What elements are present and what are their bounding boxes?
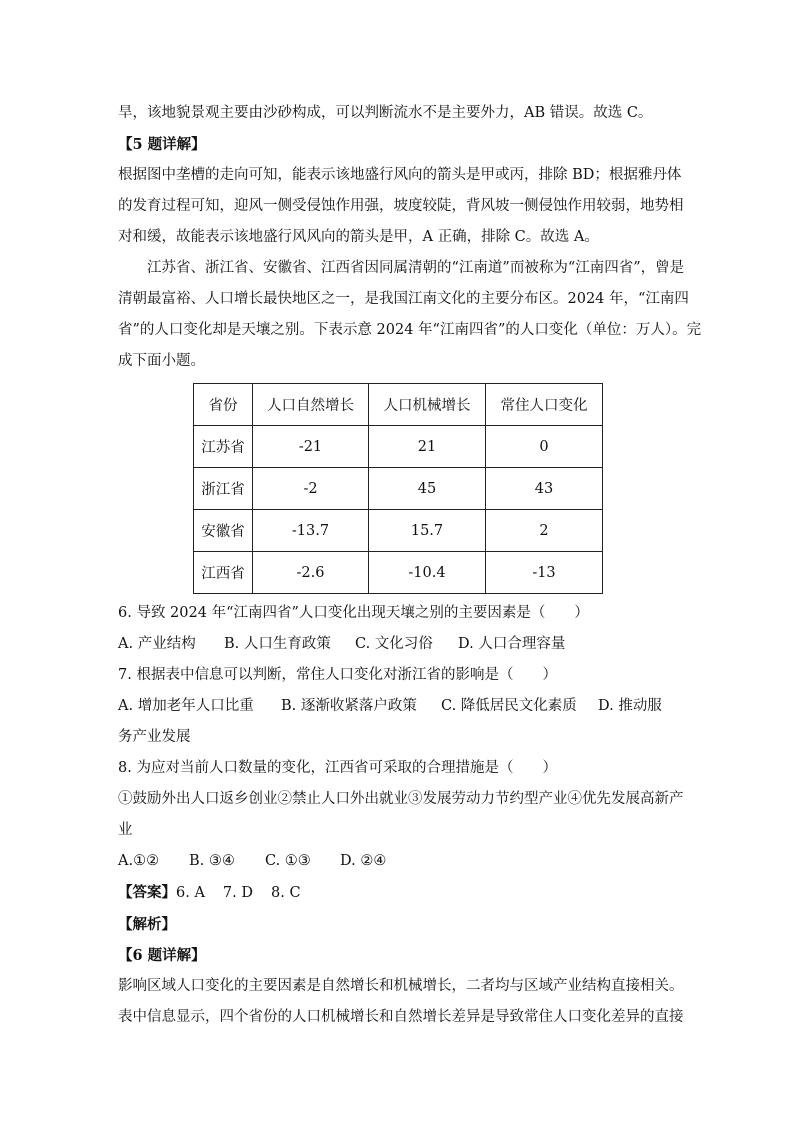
table-cell: 21 (369, 426, 486, 468)
table-header-cell: 人口自然增长 (253, 384, 369, 426)
section-heading: 【6 题详解】 (118, 947, 206, 964)
table-row (194, 552, 603, 594)
table-row (194, 510, 603, 552)
question-8-statements: ①鼓励外出人口返乡创业②禁止人口外出就业③发展劳动力节约型产业④优先发展高新产 (118, 791, 684, 807)
question-7-stem: 7. 根据表中信息可以判断，常住人口变化对浙江省的影响是（ ） (118, 667, 557, 683)
intro-line: 江苏省、浙江省、安徽省、江西省因同属清朝的“江南道”而被称为“江南四省”，曾是 (147, 260, 685, 276)
table-header-cell: 人口机械增长 (369, 384, 486, 426)
answer-item: 7. D (222, 885, 253, 901)
text-line: 对和缓，故能表示该地盛行风风向的箭头是甲，A 正确，排除 C。故选 A。 (118, 229, 599, 245)
answer-item: 8. C (271, 885, 301, 901)
intro-line: 成下面小题。 (118, 353, 205, 369)
table-cell: -2.6 (253, 552, 369, 594)
answer-line (118, 877, 678, 909)
table-row (194, 468, 603, 510)
question-6-stem: 6. 导致 2024 年“江南四省”人口变化出现天壤之别的主要因素是（ ） (118, 605, 589, 621)
table-cell: -10.4 (369, 552, 486, 594)
text-line: 表中信息显示，四个省份的人口机械增长和自然增长差异是导致常住人口变化差异的直接 (118, 1009, 684, 1025)
option-d: D. ②④ (340, 853, 387, 869)
option-c: C. ①③ (265, 853, 311, 869)
intro-line: 清朝最富裕、人口增长最快地区之一，是我国江南文化的主要分布区。2024 年，“江南四 (118, 291, 689, 307)
analysis-heading: 【解析】 (118, 916, 176, 933)
table-cell: 江西省 (194, 552, 253, 594)
section-heading: 【5 题详解】 (118, 136, 206, 153)
option-c: C. 文化习俗 (355, 636, 433, 652)
option-b: B. 人口生育政策 (224, 636, 331, 652)
answer-label: 【答案】 (118, 884, 176, 901)
option-a: A.①② (118, 853, 160, 869)
question-6-options (118, 629, 678, 660)
table-cell: 浙江省 (194, 468, 253, 510)
question-8-stem: 8. 为应对当前人口数量的变化，江西省可采取的合理措施是（ ） (118, 760, 557, 776)
table-header-cell: 常住人口变化 (486, 384, 603, 426)
table-header-row (194, 384, 603, 426)
table-cell: -2 (253, 468, 369, 510)
option-d: D. 推动服 (598, 698, 662, 714)
question-7-options (118, 691, 678, 722)
table-header-cell: 省份 (194, 384, 253, 426)
option-b: B. ③④ (189, 853, 235, 869)
answer-item: 6. A (176, 885, 205, 901)
option-a: A. 产业结构 (118, 636, 196, 652)
text-line: 根据图中垄槽的走向可知，能表示该地盛行风向的箭头是甲或丙，排除 BD；根据雅丹体 (118, 167, 682, 183)
option-d-continuation: 务产业发展 (118, 729, 191, 745)
intro-line: 省”的人口变化却是天壤之别。下表示意 2024 年“江南四省”的人口变化（单位：万人）。完 (118, 322, 702, 338)
text-line: 的发育过程可知，迎风一侧受侵蚀作用强，坡度较陡，背风坡一侧侵蚀作用较弱，地势相 (118, 198, 684, 214)
table-cell: 0 (486, 426, 603, 468)
table-cell: 安徽省 (194, 510, 253, 552)
option-d: D. 人口合理容量 (458, 636, 566, 652)
table-cell: -13 (486, 552, 603, 594)
option-a: A. 增加老年人口比重 (118, 698, 254, 714)
table-cell: 江苏省 (194, 426, 253, 468)
table-cell: 2 (486, 510, 603, 552)
option-c: C. 降低居民文化素质 (441, 698, 577, 714)
table-row (194, 426, 603, 468)
table-cell: -21 (253, 426, 369, 468)
text-line: 影响区域人口变化的主要因素是自然增长和机械增长，二者均与区域产业结构直接相关。 (118, 978, 684, 994)
table-cell: 15.7 (369, 510, 486, 552)
question-8-options (118, 846, 678, 877)
text-line: 旱，该地貌景观主要由沙砂构成，可以判断流水不是主要外力，AB 错误。故选 C。 (118, 105, 653, 121)
document-page (118, 98, 702, 1033)
table-cell: 45 (369, 468, 486, 510)
table-cell: 43 (486, 468, 603, 510)
population-table (193, 383, 603, 594)
option-b: B. 逐渐收紧落户政策 (281, 698, 417, 714)
question-8-statements: 业 (118, 822, 133, 838)
table-cell: -13.7 (253, 510, 369, 552)
